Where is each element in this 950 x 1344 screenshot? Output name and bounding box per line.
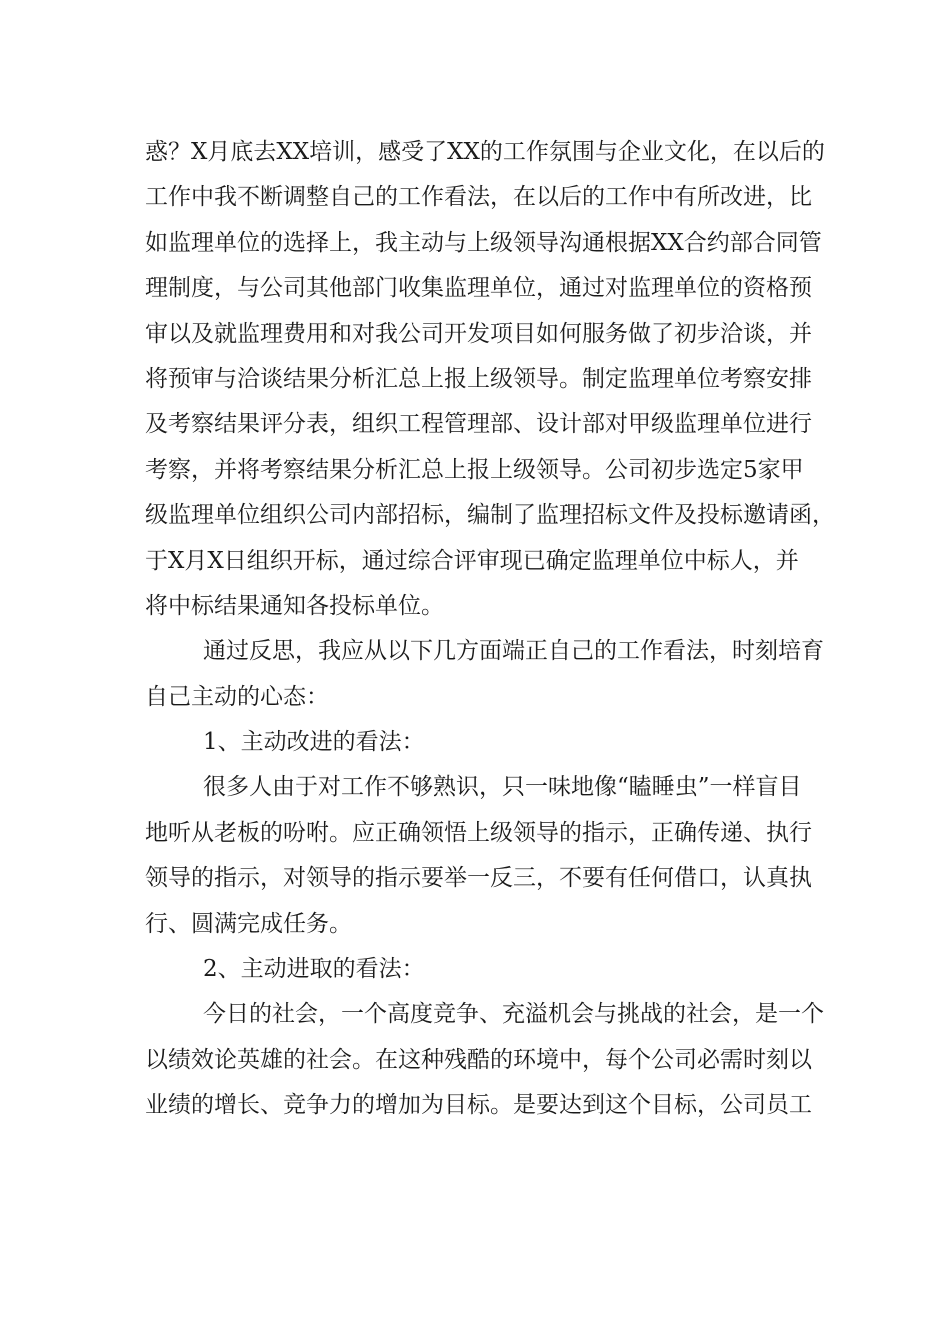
- text-line: 及考察结果评分表，组织工程管理部、设计部对甲级监理单位进行: [145, 411, 812, 438]
- text-line: 于X月X日组织开标，通过综合评审现已确定监理单位中标人，并: [145, 547, 799, 574]
- text-line: 考察，并将考察结果分析汇总上报上级领导。公司初步选定5家甲: [145, 456, 804, 483]
- text-line: 业绩的增长、竞争力的增加为目标。是要达到这个目标，公司员工: [145, 1092, 812, 1119]
- text-line: 将预审与洽谈结果分析汇总上报上级领导。制定监理单位考察安排: [145, 365, 812, 392]
- text-line: 级监理单位组织公司内部招标，编制了监理招标文件及投标邀请函，: [145, 502, 835, 529]
- text-line: 地听从老板的吩咐。应正确领悟上级领导的指示，正确传递、执行: [145, 819, 812, 846]
- text-line: 很多人由于对工作不够熟识，只一味地像“瞌睡虫”一样盲目: [203, 774, 802, 801]
- text-line: 以绩效论英雄的社会。在这种残酷的环境中，每个公司必需时刻以: [145, 1046, 812, 1073]
- text-line: 行、圆满完成任务。: [145, 910, 352, 937]
- text-line: 工作中我不断调整自己的工作看法，在以后的工作中有所改进，比: [145, 184, 812, 211]
- text-line: 理制度，与公司其他部门收集监理单位，通过对监理单位的资格预: [145, 275, 812, 302]
- text-line: 将中标结果通知各投标单位。: [145, 592, 444, 619]
- text-line: 1、主动改进的看法：: [203, 729, 425, 756]
- text-line: 通过反思，我应从以下几方面端正自己的工作看法，时刻培育: [203, 638, 824, 665]
- text-line: 惑？X月底去XX培训，感受了XX的工作氛围与企业文化，在以后的: [145, 139, 825, 165]
- text-line: 今日的社会，一个高度竞争、充溢机会与挑战的社会，是一个: [203, 1001, 824, 1028]
- text-line: 如监理单位的选择上，我主动与上级领导沟通根据XX合约部合同管: [145, 229, 822, 256]
- text-line: 自己主动的心态：: [145, 683, 329, 710]
- document-body: [145, 130, 835, 1129]
- text-line: 领导的指示，对领导的指示要举一反三，不要有任何借口，认真执: [145, 865, 812, 892]
- text-line: 审以及就监理费用和对我公司开发项目如何服务做了初步洽谈，并: [145, 320, 812, 347]
- text-line: 2、主动进取的看法：: [203, 956, 425, 983]
